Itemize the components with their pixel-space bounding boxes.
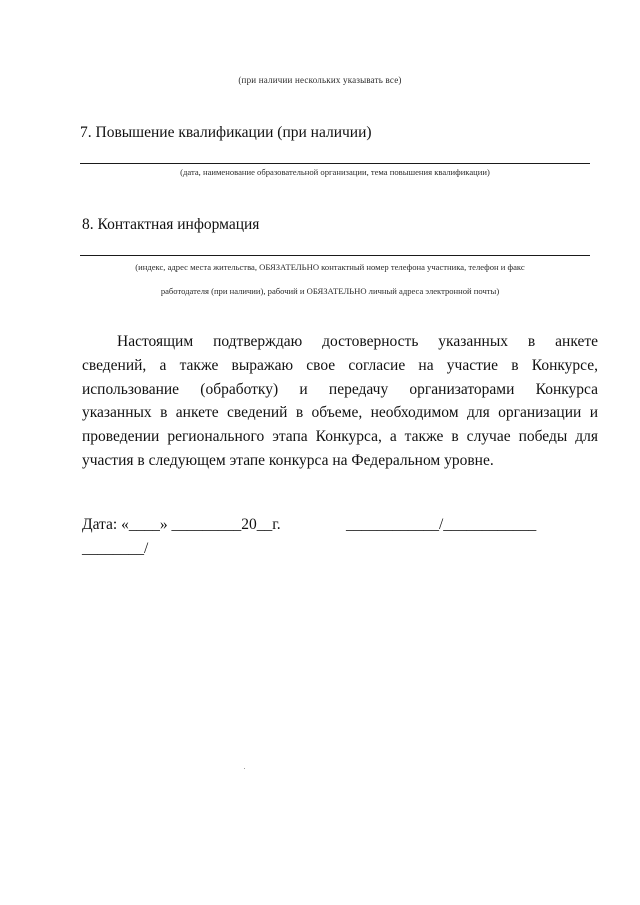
signature-name-field: ________/ [82,540,149,557]
consent-line: Настоящим подтверждаю достоверность указанных в анкете [117,333,598,350]
consent-line: сведений, а также выражаю свое согласие на участие в Конкурсе, [82,356,598,374]
section-8-hint-line-2: работодателя (при наличии), рабочий и ОБЯЗАТЕЛЬНО личный адреса электронной почты) [160,286,500,296]
section-8-hint-line-1: (индекс, адрес места жительства, ОБЯЗАТЕЛЬНО контактный номер телефона участника, телефон и факс [135,262,525,272]
date-field: Дата: «____» _________20__г. [82,516,281,533]
section-7-hint: (дата, наименование образовательной организации, тема повышения квалификации) [180,167,490,177]
scan-speck [244,768,245,769]
section-7-fill-line [80,163,590,164]
consent-line: указанных в анкете сведений в объеме, необходимом для организации и [82,404,598,422]
section-7-heading: 7. Повышение квалификации (при наличии) [80,124,372,141]
signature-field: ____________/____________ [346,516,537,533]
consent-paragraph [82,330,598,473]
section-8-heading: 8. Контактная информация [82,216,260,233]
consent-line: проведении регионального этапа Конкурса, а также в случае победы для [82,428,598,446]
consent-line: использование (обработку) и передачу организаторами Конкурса [82,380,598,398]
consent-line: участия в следующем этапе конкурса на Федеральном уровне. [82,451,494,469]
section-8-fill-line [80,255,590,256]
multiple-entries-note: (при наличии нескольких указывать все) [238,75,402,85]
